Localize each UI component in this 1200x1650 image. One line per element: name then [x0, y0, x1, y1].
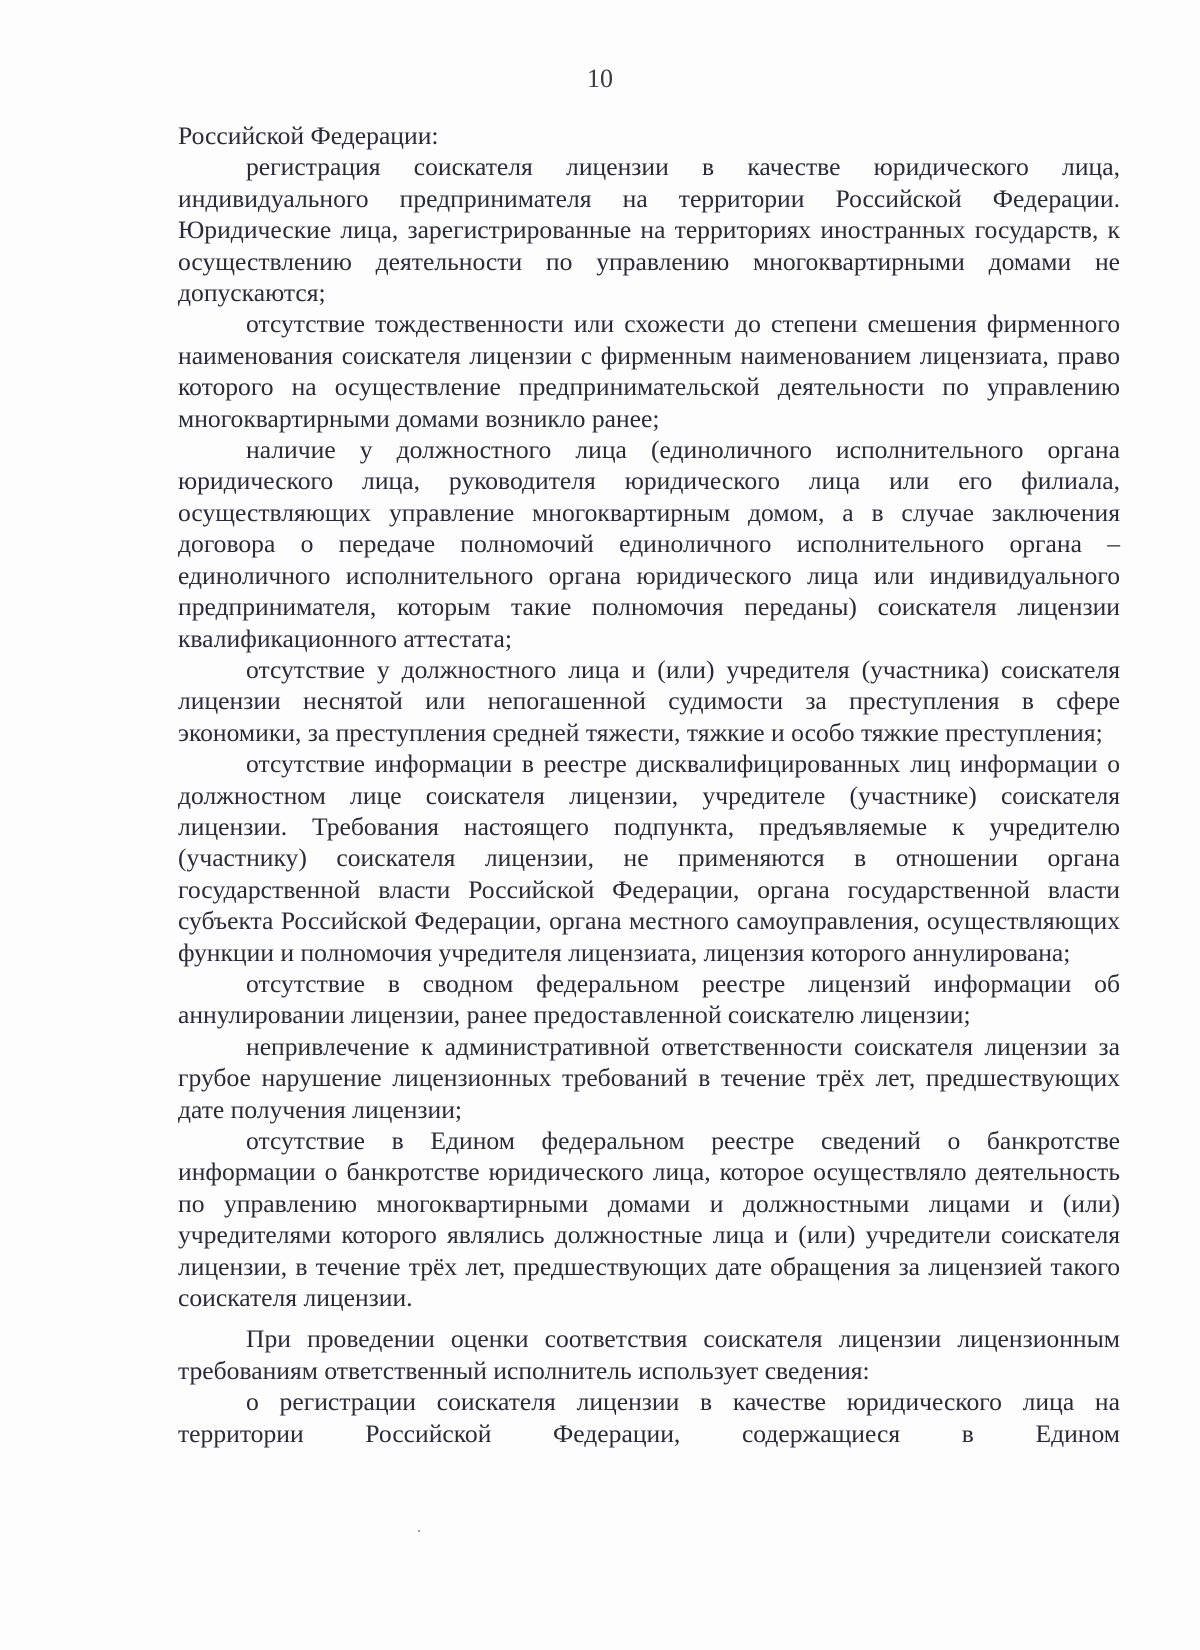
paragraph-registration-info: о регистрации соискателя лицензии в качестве юридического лица на территории Российской Федерации, содержащиеся в Едином	[178, 1387, 1120, 1448]
paragraph-assessment: При проведении оценки соответствия соискателя лицензии лицензионным требованиям ответственный исполнитель использует сведения:	[178, 1324, 1120, 1385]
paragraph-criminal-record: отсутствие у должностного лица и (или) учредителя (участника) соискателя лицензии неснятой или непогашенной судимости за преступления в сфере экономики, за преступления средней тяжести, тяжкие и особо тяжкие преступления;	[178, 654, 1120, 747]
paragraph-bankruptcy: отсутствие в Едином федеральном реестре сведений о банкротстве информации о банкротстве юридического лица, которое осуществляло деятельность по управлению многоквартирными домами и должностными лицами и (или) учредителями которого являлись должностные лица и (или) учредители соискателя лицензии, в течение трёх лет, предшествующих дате обращения за лицензией такого соискателя лицензии.	[178, 1126, 1120, 1313]
paragraph-disqualified-register: отсутствие информации в реестре дисквалифицированных лиц информации о должностном лице соискателя лицензии, учредителе (участнике) соискателя лицензии. Требования настоящего подпункта, предъявляемые к учредителю (участнику) соискателя лицензии, не применяются в отношении органа государственной власти Российской Федерации, органа государственной власти субъекта Российской Федерации, органа местного самоуправления, осуществляющих функции и полномочия учредителя лицензиата, лицензия которого аннулирована;	[178, 749, 1120, 967]
paragraph-license-annulment: отсутствие в сводном федеральном реестре лицензий информации об аннулировании лицензии, ранее предоставленной соискателю лицензии;	[178, 968, 1120, 1030]
paragraph-continuation: Российской Федерации:	[178, 121, 439, 150]
page-number: 10	[587, 64, 613, 93]
paragraph-administrative-liability: непривлечение к административной ответственности соискателя лицензии за грубое нарушение лицензионных требований в течение трёх лет, предшествующих дате получения лицензии;	[178, 1031, 1120, 1124]
document-body	[178, 120, 1120, 1449]
paragraph-registration: регистрация соискателя лицензии в качестве юридического лица, индивидуального предпринимателя на территории Российской Федерации. Юридические лица, зарегистрированные на территориях иностранных государств, к осуществлению деятельности по управлению многоквартирными домами не допускаются;	[178, 152, 1120, 308]
scan-speck	[418, 1530, 420, 1532]
paragraph-qualification-certificate: наличие у должностного лица (единоличного исполнительного органа юридического лица, руководителя юридического лица или его филиала, осуществляющих управление многоквартирным домом, а в случае заключения договора о передаче полномочий единоличного исполнительного органа – единоличного исполнительного органа юридического лица или индивидуального предпринимателя, которым такие полномочия переданы) соискателя лицензии квалификационного аттестата;	[178, 435, 1120, 653]
paragraph-company-name: отсутствие тождественности или схожести до степени смешения фирменного наименования соискателя лицензии с фирменным наименованием лицензиата, право которого на осуществление предпринимательской деятельности по управлению многоквартирными домами возникло ранее;	[178, 309, 1120, 433]
